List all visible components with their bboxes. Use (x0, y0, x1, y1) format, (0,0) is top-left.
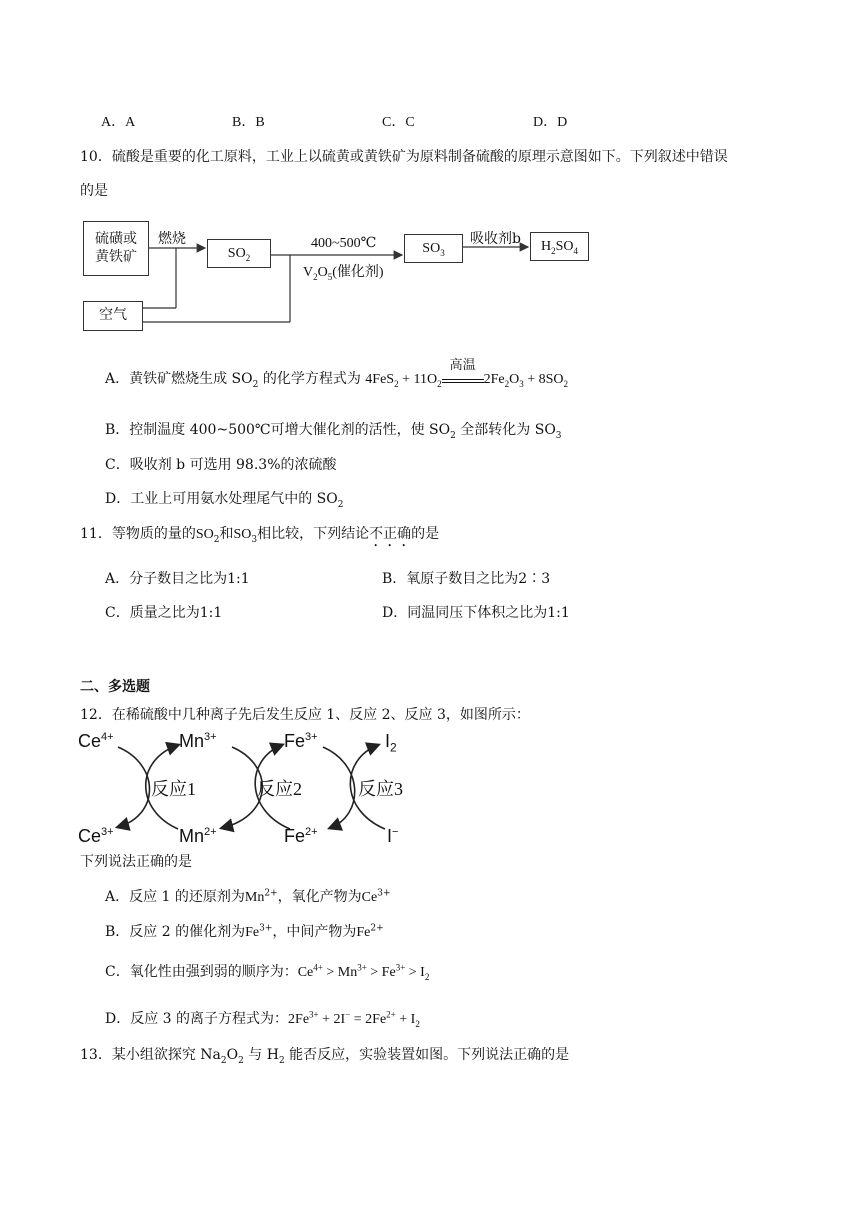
box-so3-label: $SO_3$ (422, 240, 445, 258)
box-raw-material (83, 221, 149, 276)
q10-stem-line1: 10．硫酸是重要的化工原料，工业上以硫黄或黄铁矿为原料制备硫酸的原理示意图如下。下列叙述中错误 (80, 149, 728, 165)
reaction-3-label: 反应3 (358, 779, 403, 799)
reaction-1-label: 反应1 (151, 779, 196, 799)
q12-option-c: C．氧化性由强到弱的顺序为：$Ce^{4+} > Mn^{3+} > Fe^{3+} > I_2$ (105, 962, 430, 982)
ion-ce3: $Ce^{3+}$ (78, 826, 114, 846)
q10-option-d: D．工业上可用氨水处理尾气中的 $SO_2$ (105, 491, 344, 510)
label-absorbent: 吸收剂b (470, 231, 521, 247)
q10-stem-line2: 的是 (80, 183, 108, 199)
q10-option-c: C．吸收剂 b 可选用 98.3%的浓硫酸 (105, 457, 337, 473)
q10-option-b: B．控制温度 400~500℃可增大催化剂的活性，使 $SO_2$ 全部转化为 $SO_3$ (105, 422, 562, 441)
section-title-multiple-choice: 二、多选题 (80, 679, 150, 695)
ion-mn2: $Mn^{2+}$ (179, 826, 217, 846)
label-temperature: 400~500℃ (311, 236, 377, 251)
box-so2 (207, 239, 271, 268)
q9-option-c: C．C (382, 115, 415, 130)
q12-option-b: B．反应 2 的催化剂为$Fe^{3+}$，中间产物为$Fe^{2+}$ (105, 923, 384, 940)
box-air (83, 301, 143, 331)
q12-option-c-equation: $Ce^{4+} > Mn^{3+} > Fe^{3+} > I_2$ (297, 962, 430, 982)
flow-lines (0, 0, 868, 340)
q9-option-d: D．D (533, 115, 568, 130)
q9-option-b: B．B (232, 115, 265, 130)
box-so2-label: $SO_2$ (227, 245, 251, 263)
ion-fe3: $Fe^{3+}$ (284, 731, 318, 751)
ion-mn3: $Mn^{3+}$ (179, 731, 217, 751)
q12-option-d-equation: $2Fe^{3+} + 2I^- = 2Fe^{2+} + I_2$ (288, 1009, 420, 1029)
box-raw-line2: 黄铁矿 (95, 249, 137, 265)
ion-i2: $I_2$ (385, 731, 397, 755)
box-so3 (404, 234, 463, 263)
q10-option-a-equation: $4FeS_2 + 11O_2$ 高温 $2Fe_2O_3 + 8SO_2$ (365, 357, 568, 389)
box-raw-line1: 硫磺或 (95, 231, 137, 247)
q10-flow-diagram (0, 0, 868, 340)
q12-after-text: 下列说法正确的是 (80, 854, 192, 870)
reaction-2-label: 反应2 (257, 779, 302, 799)
q11-option-c: C．质量之比为1:1 (105, 605, 223, 621)
label-catalyst: $V_2O_5$(催化剂) (303, 265, 384, 282)
q11-stem: 11．等物质的量的$SO_2$和$SO_3$相比较，下列结论不正确的是 (80, 526, 440, 545)
q11-option-d: D．同温同压下体积之比为1:1 (382, 605, 570, 621)
q12-option-d: D．反应 3 的离子方程式为：$2Fe^{3+} + 2I^- = 2Fe^{2+} + I_2$ (105, 1009, 420, 1029)
ion-fe2: $Fe^{2+}$ (284, 826, 318, 846)
q10-option-a: A．黄铁矿燃烧生成 $SO_2$ 的化学方程式为 $4FeS_2 + 11O_2$ 高温 $2Fe_2O_3 + 8SO_2$ (105, 357, 568, 390)
q11-option-a: A．分子数目之比为1:1 (105, 571, 250, 587)
ion-i-minus: I− (387, 826, 399, 846)
q9-option-a: A．A (101, 115, 136, 130)
q11-option-b: B．氧原子数目之比为2∶3 (382, 571, 551, 587)
label-burn: 燃烧 (158, 231, 186, 247)
condition-high-temp: 高温 (449, 357, 476, 372)
q12-stem: 12．在稀硫酸中几种离子先后发生反应 1、反应 2、反应 3，如图所示： (80, 707, 530, 723)
ion-ce4: $Ce^{4+}$ (78, 731, 114, 751)
box-air-label: 空气 (99, 308, 127, 323)
q13-stem: 13．某小组欲探究 $Na_2O_2$ 与 $H_2$ 能否反应，实验装置如图。下列说法正确的是 (80, 1047, 570, 1066)
box-h2so4-label: $H_2SO_4$ (540, 238, 579, 256)
box-h2so4 (530, 232, 589, 261)
q12-option-a: A．反应 1 的还原剂为$Mn^{2+}$，氧化产物为$Ce^{3+}$ (105, 888, 391, 905)
